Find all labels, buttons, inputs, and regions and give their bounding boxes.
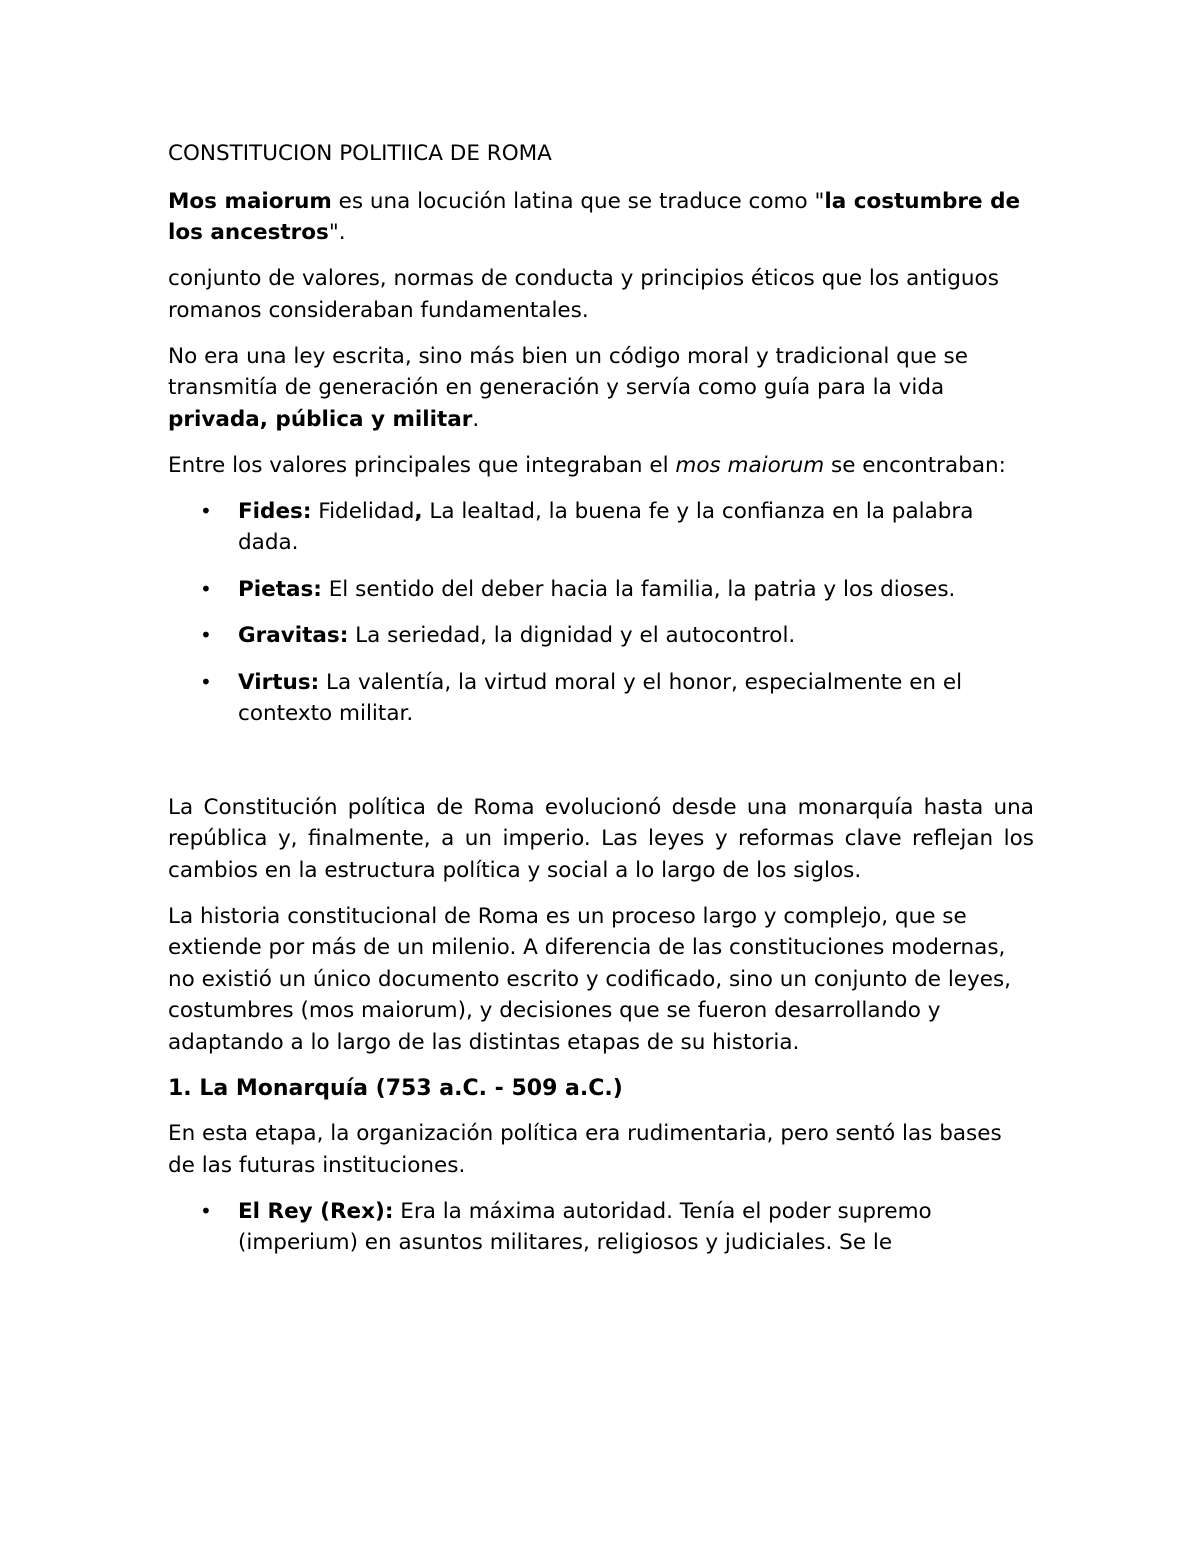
list-item-text: El sentido del deber hacia la familia, la patria y los dioses. <box>321 576 956 602</box>
paragraph-ley-escrita <box>168 341 1034 436</box>
paragraph-text: ". <box>328 220 346 245</box>
list-item-term: El Rey (Rex): <box>238 1198 394 1224</box>
list-item-text: La lealtad, la buena fe y la confianza en la palabra dada. <box>238 498 974 555</box>
blank-line <box>168 745 1034 792</box>
list-item-term: Fides: <box>238 498 312 524</box>
bullet-icon: • <box>200 1198 212 1223</box>
values-list <box>168 496 1034 730</box>
paragraph-conjunto: conjunto de valores, normas de conducta y principios éticos que los antiguos romanos consideraban fundamentales. <box>168 266 999 323</box>
list-item-term: Pietas: <box>238 576 322 602</box>
paragraph-text: No era una ley escrita, sino más bien un código moral y tradicional que se transmitía de generación en generación y servía como guía para la vida <box>168 343 968 400</box>
list-item-text: Fidelidad <box>311 498 415 524</box>
document-title: CONSTITUCION POLITIICA DE ROMA <box>168 141 552 166</box>
section-heading-monarquia: 1. La Monarquía (753 a.C. - 509 a.C.) <box>168 1075 623 1101</box>
paragraph-mos-maiorum <box>168 186 1034 249</box>
bullet-icon: • <box>200 576 212 601</box>
paragraph-etapa: En esta etapa, la organización política era rudimentaria, pero sentó las bases de las futuras instituciones. <box>168 1121 1002 1178</box>
list-item-rey <box>168 1196 1034 1259</box>
paragraph-text: . <box>472 406 480 432</box>
monarchy-list <box>168 1196 1034 1259</box>
italic-mos-maiorum: mos maiorum <box>675 452 825 478</box>
bullet-icon: • <box>200 669 212 694</box>
bold-phrase-costumbre: la costumbre de los ancestros <box>168 188 1021 245</box>
paragraph-valores-intro <box>168 450 1034 482</box>
bold-phrase-privada: privada, pública y militar <box>168 406 473 432</box>
list-item-text: La valentía, la virtud moral y el honor, especialmente en el contexto militar. <box>238 669 963 726</box>
list-item-bold-comma: , <box>414 498 423 524</box>
document-body <box>168 138 1034 1274</box>
list-item-text: Era la máxima autoridad. Tenía el poder supremo (imperium) en asuntos militares, religiosos y judiciales. Se le <box>238 1198 932 1255</box>
list-item-gravitas <box>168 620 1034 652</box>
list-item-pietas <box>168 574 1034 606</box>
paragraph-text: se encontraban: <box>824 452 1006 478</box>
list-item-fides <box>168 496 1034 559</box>
list-item-term: Gravitas: <box>238 623 349 648</box>
list-item-virtus <box>168 667 1034 730</box>
list-item-term: Virtus: <box>238 669 320 695</box>
paragraph-evolucion: La Constitución política de Roma evolucionó desde una monarquía hasta una república y, finalmente, a un imperio. Las leyes y reformas clave reflejan los cambios en la estructura política y social a lo largo de los siglos. <box>168 794 1034 883</box>
paragraph-text: es una locución latina que se traduce como " <box>331 188 825 214</box>
bullet-icon: • <box>200 498 212 523</box>
list-item-text: La seriedad, la dignidad y el autocontrol. <box>348 623 796 648</box>
bold-term-mos-maiorum: Mos maiorum <box>168 188 332 214</box>
paragraph-text: Entre los valores principales que integraban el <box>168 452 676 478</box>
bullet-icon: • <box>200 623 212 647</box>
paragraph-historia: La historia constitucional de Roma es un proceso largo y complejo, que se extiende por más de un milenio. A diferencia de las constituciones modernas, no existió un único documento escrito y codificado, sino un conjunto de leyes, costumbres (mos maiorum), y decisiones que se fueron desarrollando y adaptando a lo largo de las distintas etapas de su historia. <box>168 903 1012 1055</box>
